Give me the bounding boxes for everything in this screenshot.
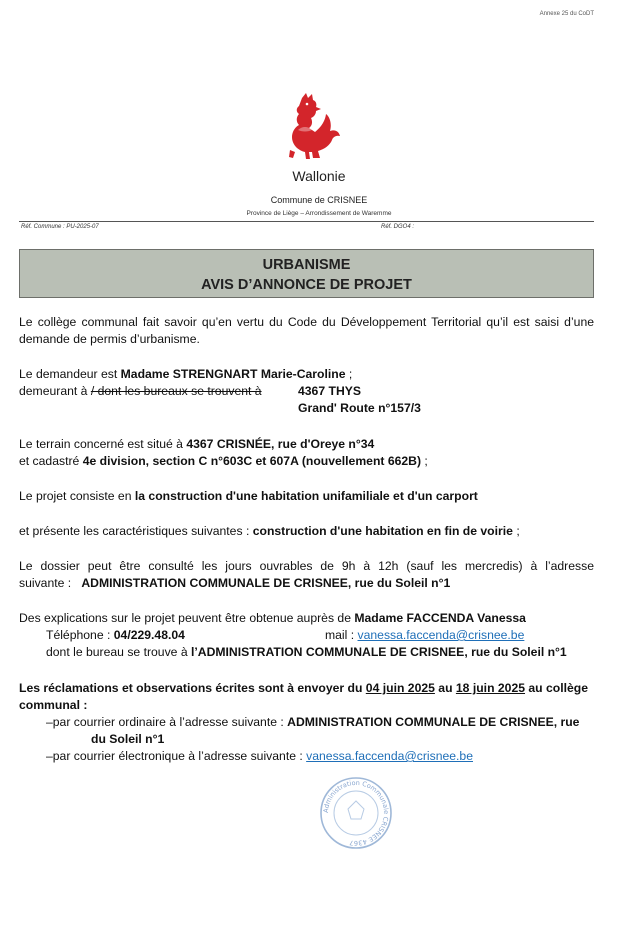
land-prefix: Le terrain concerné est situé à	[19, 437, 187, 451]
commune-stamp	[318, 775, 394, 851]
intro-paragraph: Le collège communal fait savoir qu’en vertu du Code du Développement Territorial qu’il est saisi d’une demande de permis d’urbanisme.	[19, 315, 594, 346]
claims-paragraph	[19, 680, 594, 765]
residence-prefix: demeurant à	[19, 384, 91, 398]
contact-prefix: Des explications sur le projet peuvent être obtenue auprès de	[19, 611, 355, 625]
contact-name: Madame FACCENDA Vanessa	[354, 611, 526, 625]
applicant-street: Grand' Route n°157/3	[298, 401, 421, 415]
project-prefix: Le projet consiste en	[19, 489, 135, 503]
post-address-line1: ADMINISTRATION COMMUNALE DE CRISNEE, rue	[287, 715, 580, 729]
mail-label: mail :	[325, 628, 358, 642]
svg-text:Administration Communale CRISN	[322, 779, 390, 847]
applicant-suffix: ;	[345, 367, 353, 381]
claims-communal: communal :	[19, 698, 88, 712]
cadastre-suffix: ;	[421, 454, 428, 468]
project-paragraph	[19, 488, 594, 505]
office-prefix: dont le bureau se trouve à	[46, 645, 191, 659]
claims-date-from: 04 juin 2025	[365, 681, 435, 695]
claims-text-end: au collège	[525, 681, 589, 695]
claims-date-to: 18 juin 2025	[455, 681, 526, 695]
stamp-text: Administration Communale CRISNEE 4367	[321, 778, 391, 848]
cadastre-value: 4e division, section C n°603C et 607A (nouvellement 662B)	[82, 454, 422, 468]
characteristics-suffix: ;	[512, 524, 520, 538]
post-address-line2: du Soleil n°1	[91, 732, 165, 746]
dossier-paragraph	[19, 558, 594, 592]
residence-struck: / dont les bureaux se trouvent à	[90, 384, 262, 398]
characteristics-value: construction d'une habitation en fin de voirie	[252, 524, 513, 538]
phone-label: Téléphone :	[46, 628, 114, 642]
commune-name: Commune de CRISNEE	[270, 195, 368, 205]
project-description: la construction d'une habitation unifamiliale et d'un carport	[134, 489, 478, 503]
post-prefix: –par courrier ordinaire à l’adresse suivante :	[46, 715, 288, 729]
phone-number[interactable]: 04/229.48.04	[113, 628, 185, 642]
contact-paragraph	[19, 610, 594, 661]
wallonie-rooster-logo	[272, 92, 342, 164]
banner-subtitle: AVIS D’ANNONCE DE PROJET	[201, 277, 412, 293]
dossier-text: Le dossier peut être consulté les jours ouvrables de 9h à 12h (sauf les mercredis) à l’adresse	[19, 559, 594, 573]
applicant-prefix: Le demandeur est	[19, 367, 121, 381]
contact-email-link[interactable]: vanessa.faccenda@crisnee.be	[357, 628, 525, 642]
claims-between: au	[434, 681, 456, 695]
banner-title: URBANISME	[262, 257, 351, 273]
region-name: Wallonie	[292, 168, 346, 184]
land-location: 4367 CRISNÉE, rue d'Oreye n°34	[186, 437, 375, 451]
title-banner	[19, 249, 594, 298]
ref-commune: Réf. Commune : PU-2025-07	[21, 224, 99, 230]
province-line: Province de Liège – Arrondissement de Waremme	[246, 210, 392, 217]
applicant-paragraph	[19, 366, 594, 417]
cadastre-prefix: et cadastré	[19, 454, 83, 468]
characteristics-prefix: et présente les caractéristiques suivantes :	[19, 524, 253, 538]
dossier-address: ADMINISTRATION COMMUNALE DE CRISNEE, rue du Soleil n°1	[81, 576, 451, 590]
characteristics-paragraph	[19, 523, 594, 540]
applicant-name: Madame STRENGNART Marie-Caroline	[120, 367, 346, 381]
reference-row	[19, 221, 594, 231]
ref-dgo4: Réf. DGO4 :	[381, 224, 415, 230]
claims-email-link[interactable]: vanessa.faccenda@crisnee.be	[306, 749, 473, 763]
annex-reference: Annexe 25 du CoDT	[539, 11, 594, 17]
email-prefix: –par courrier électronique à l’adresse suivante :	[46, 749, 307, 763]
claims-text: Les réclamations et observations écrites sont à envoyer du	[19, 681, 366, 695]
applicant-postal: 4367 THYS	[298, 384, 362, 398]
office-address: l’ADMINISTRATION COMMUNALE DE CRISNEE, rue du Soleil n°1	[191, 645, 567, 659]
land-paragraph	[19, 436, 594, 470]
dossier-prefix: suivante :	[19, 576, 72, 590]
